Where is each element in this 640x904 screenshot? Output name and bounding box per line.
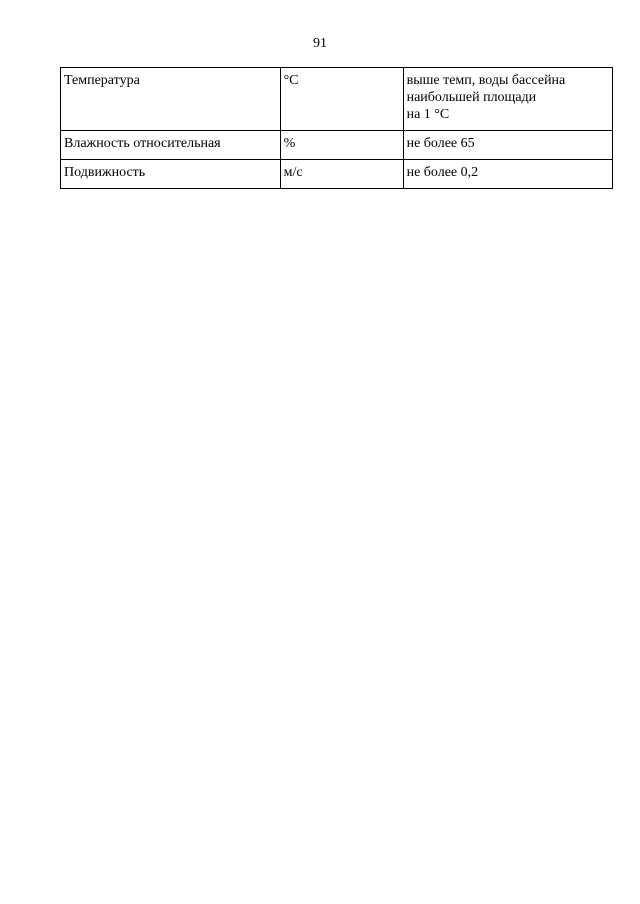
- cell-value-line: наибольшей площади: [406, 90, 537, 105]
- cell-parameter: Подвижность: [61, 160, 281, 189]
- page-number: 91: [313, 36, 327, 51]
- cell-value-line: на 1 °С: [406, 107, 450, 122]
- cell-parameter: Температура: [61, 68, 281, 131]
- cell-parameter: Влажность относительная: [61, 131, 281, 160]
- cell-value-line: не более 0,2: [406, 165, 479, 180]
- cell-value: [403, 160, 612, 189]
- cell-unit: %: [280, 131, 403, 160]
- table-row-temperature: [61, 68, 613, 131]
- cell-value: [403, 131, 612, 160]
- table-row-humidity: [61, 131, 613, 160]
- cell-value: [403, 68, 612, 131]
- parameters-table: [60, 67, 613, 189]
- cell-value-line: не более 65: [406, 136, 475, 151]
- cell-value-line: выше темп, воды бассейна: [406, 73, 566, 88]
- cell-unit: °С: [280, 68, 403, 131]
- cell-unit: м/с: [280, 160, 403, 189]
- table-row-air-velocity: [61, 160, 613, 189]
